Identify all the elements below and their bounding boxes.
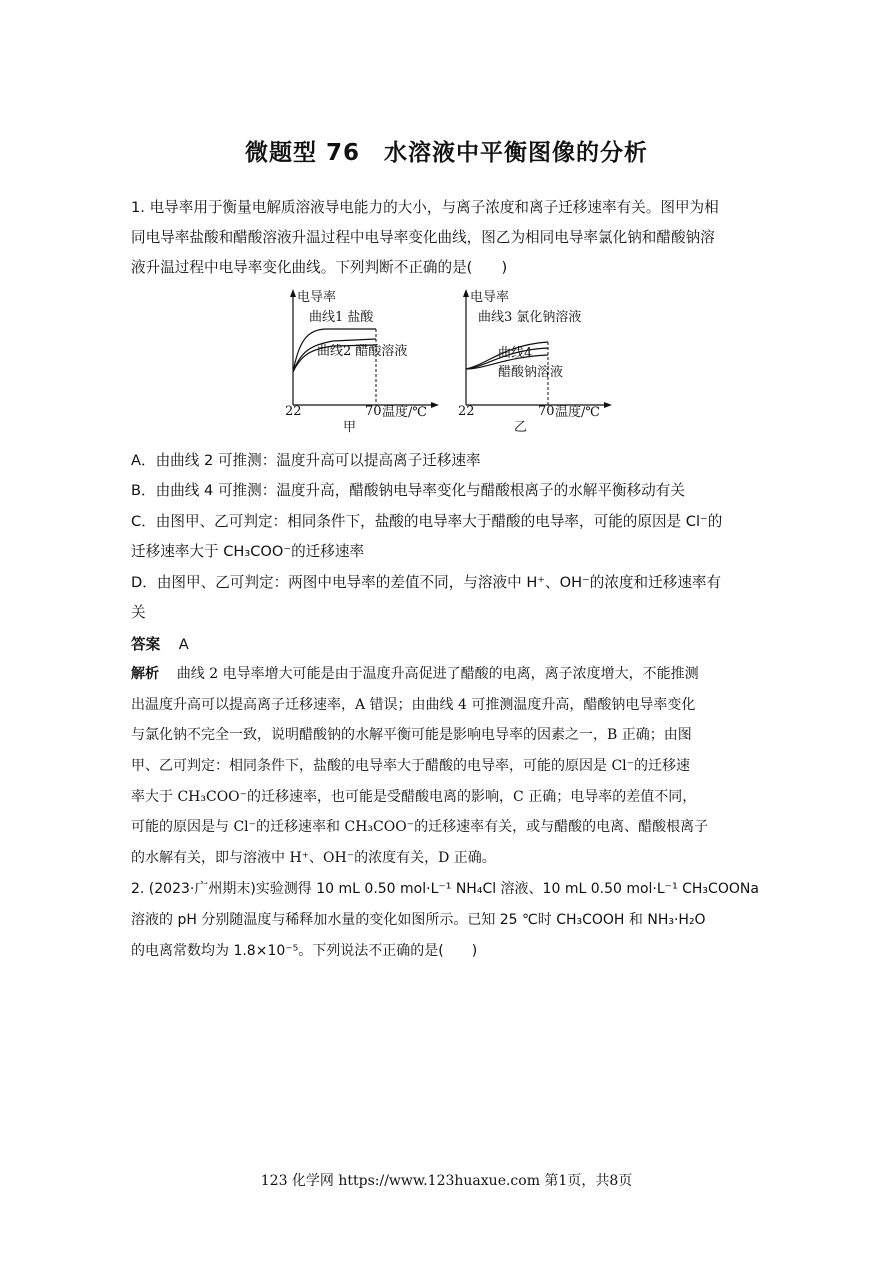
analysis-line-3: 与氯化钠不完全一致，说明醋酸钠的水解平衡可能是影响电导率的因素之一，B 正确；由图 [131,727,692,743]
q1-option-b: B．由曲线 4 可推测：温度升高，醋酸钠电导率变化与醋酸根离子的水解平衡移动有关 [131,482,685,499]
fig-yi-caption: 乙 [514,420,528,435]
figure-yi [456,285,616,435]
analysis-line-4: 甲、乙可判定：相同条件下，盐酸的电导率大于醋酸的电导率，可能的原因是 Cl⁻的迁移速 [131,758,691,774]
analysis-line-6: 可能的原因是与 Cl⁻的迁移速率和 CH₃COO⁻的迁移速率有关，或与醋酸的电离、醋酸根离子 [131,819,709,835]
q1-line-3: 液升温过程中电导率变化曲线。下列判断不正确的是( ) [131,259,508,276]
fig-yi-tick-70: 70 [538,404,555,419]
fig-jia-xlabel: 温度/℃ [382,405,427,420]
q1-option-d-line-2: 关 [131,604,146,621]
fig-yi-curve3-label: 曲线3 氯化钠溶液 [478,310,582,325]
fig-yi-tick-22: 22 [458,404,475,419]
fig-jia-curve1-label: 曲线1 盐酸 [309,310,374,325]
q2-line-2: 溶液的 pH 分别随温度与稀释加水量的变化如图所示。已知 25 ℃时 CH₃COOH 和 NH₃·H₂O [131,912,706,928]
q1-answer [131,633,189,654]
q1-line-2: 同电导率盐酸和醋酸溶液升温过程中电导率变化曲线，图乙为相同电导率氯化钠和醋酸钠溶 [131,229,715,246]
fig-yi-xlabel: 温度/℃ [555,405,600,420]
fig-jia-tick-22: 22 [285,404,302,419]
analysis-text-1: 曲线 2 电导率增大可能是由于温度升高促进了醋酸的电离，离子浓度增大，不能推测 [176,666,699,682]
fig-yi-curve4-label-2: 醋酸钠溶液 [498,365,564,380]
fig-jia-caption: 甲 [343,420,357,435]
q1-option-c-line-1: C．由图甲、乙可判定：相同条件下，盐酸的电导率大于醋酸的电导率，可能的原因是 Cl⁻的 [131,513,723,530]
analysis-line-1 [131,663,699,683]
fig-jia-tick-70: 70 [365,404,382,419]
answer-value: A [178,636,189,653]
q1-option-c-line-2: 迁移速率大于 CH₃COO⁻的迁移速率 [131,543,365,560]
q1-option-d-line-1: D．由图甲、乙可判定：两图中电导率的差值不同，与溶液中 H⁺、OH⁻的浓度和迁移速率有 [131,574,722,591]
q1-option-a: A．由曲线 2 可推测：温度升高可以提高离子迁移速率 [131,452,481,469]
fig-jia-ylabel: 电导率 [297,290,337,305]
fig-jia-curve2-label: 曲线2 醋酸溶液 [317,344,408,359]
analysis-line-2: 出温度升高可以提高离子迁移速率，A 错误；由曲线 4 可推测温度升高，醋酸钠电导率变化 [131,697,696,713]
fig-yi-ylabel: 电导率 [470,290,510,305]
page-footer: 123 化学网 https://www.123huaxue.com 第1页，共8页 [260,1173,633,1189]
answer-label: 答案 [131,636,161,653]
fig-yi-curve4-label-1: 曲线4 [498,346,533,361]
q1-line-1: 1. 电导率用于衡量电解质溶液导电能力的大小，与离子浓度和离子迁移速率有关。图甲为相 [131,199,719,216]
analysis-line-7: 的水解有关，即与溶液中 H⁺、OH⁻的浓度有关，D 正确。 [131,850,496,866]
analysis-line-5: 率大于 CH₃COO⁻的迁移速率，也可能是受醋酸电离的影响，C 正确；电导率的差值不同， [131,789,697,805]
analysis-label: 解析 [131,666,159,682]
q2-line-1: 2. (2023·广州期末)实验测得 10 mL 0.50 mol·L⁻¹ NH₄Cl 溶液、10 mL 0.50 mol·L⁻¹ CH₃COONa [131,881,759,897]
page-title: 微题型 76 水溶液中平衡图像的分析 [244,140,648,166]
q2-line-3: 的电离常数均为 1.8×10⁻⁵。下列说法不正确的是( ) [131,943,478,959]
figure-jia [283,285,443,435]
